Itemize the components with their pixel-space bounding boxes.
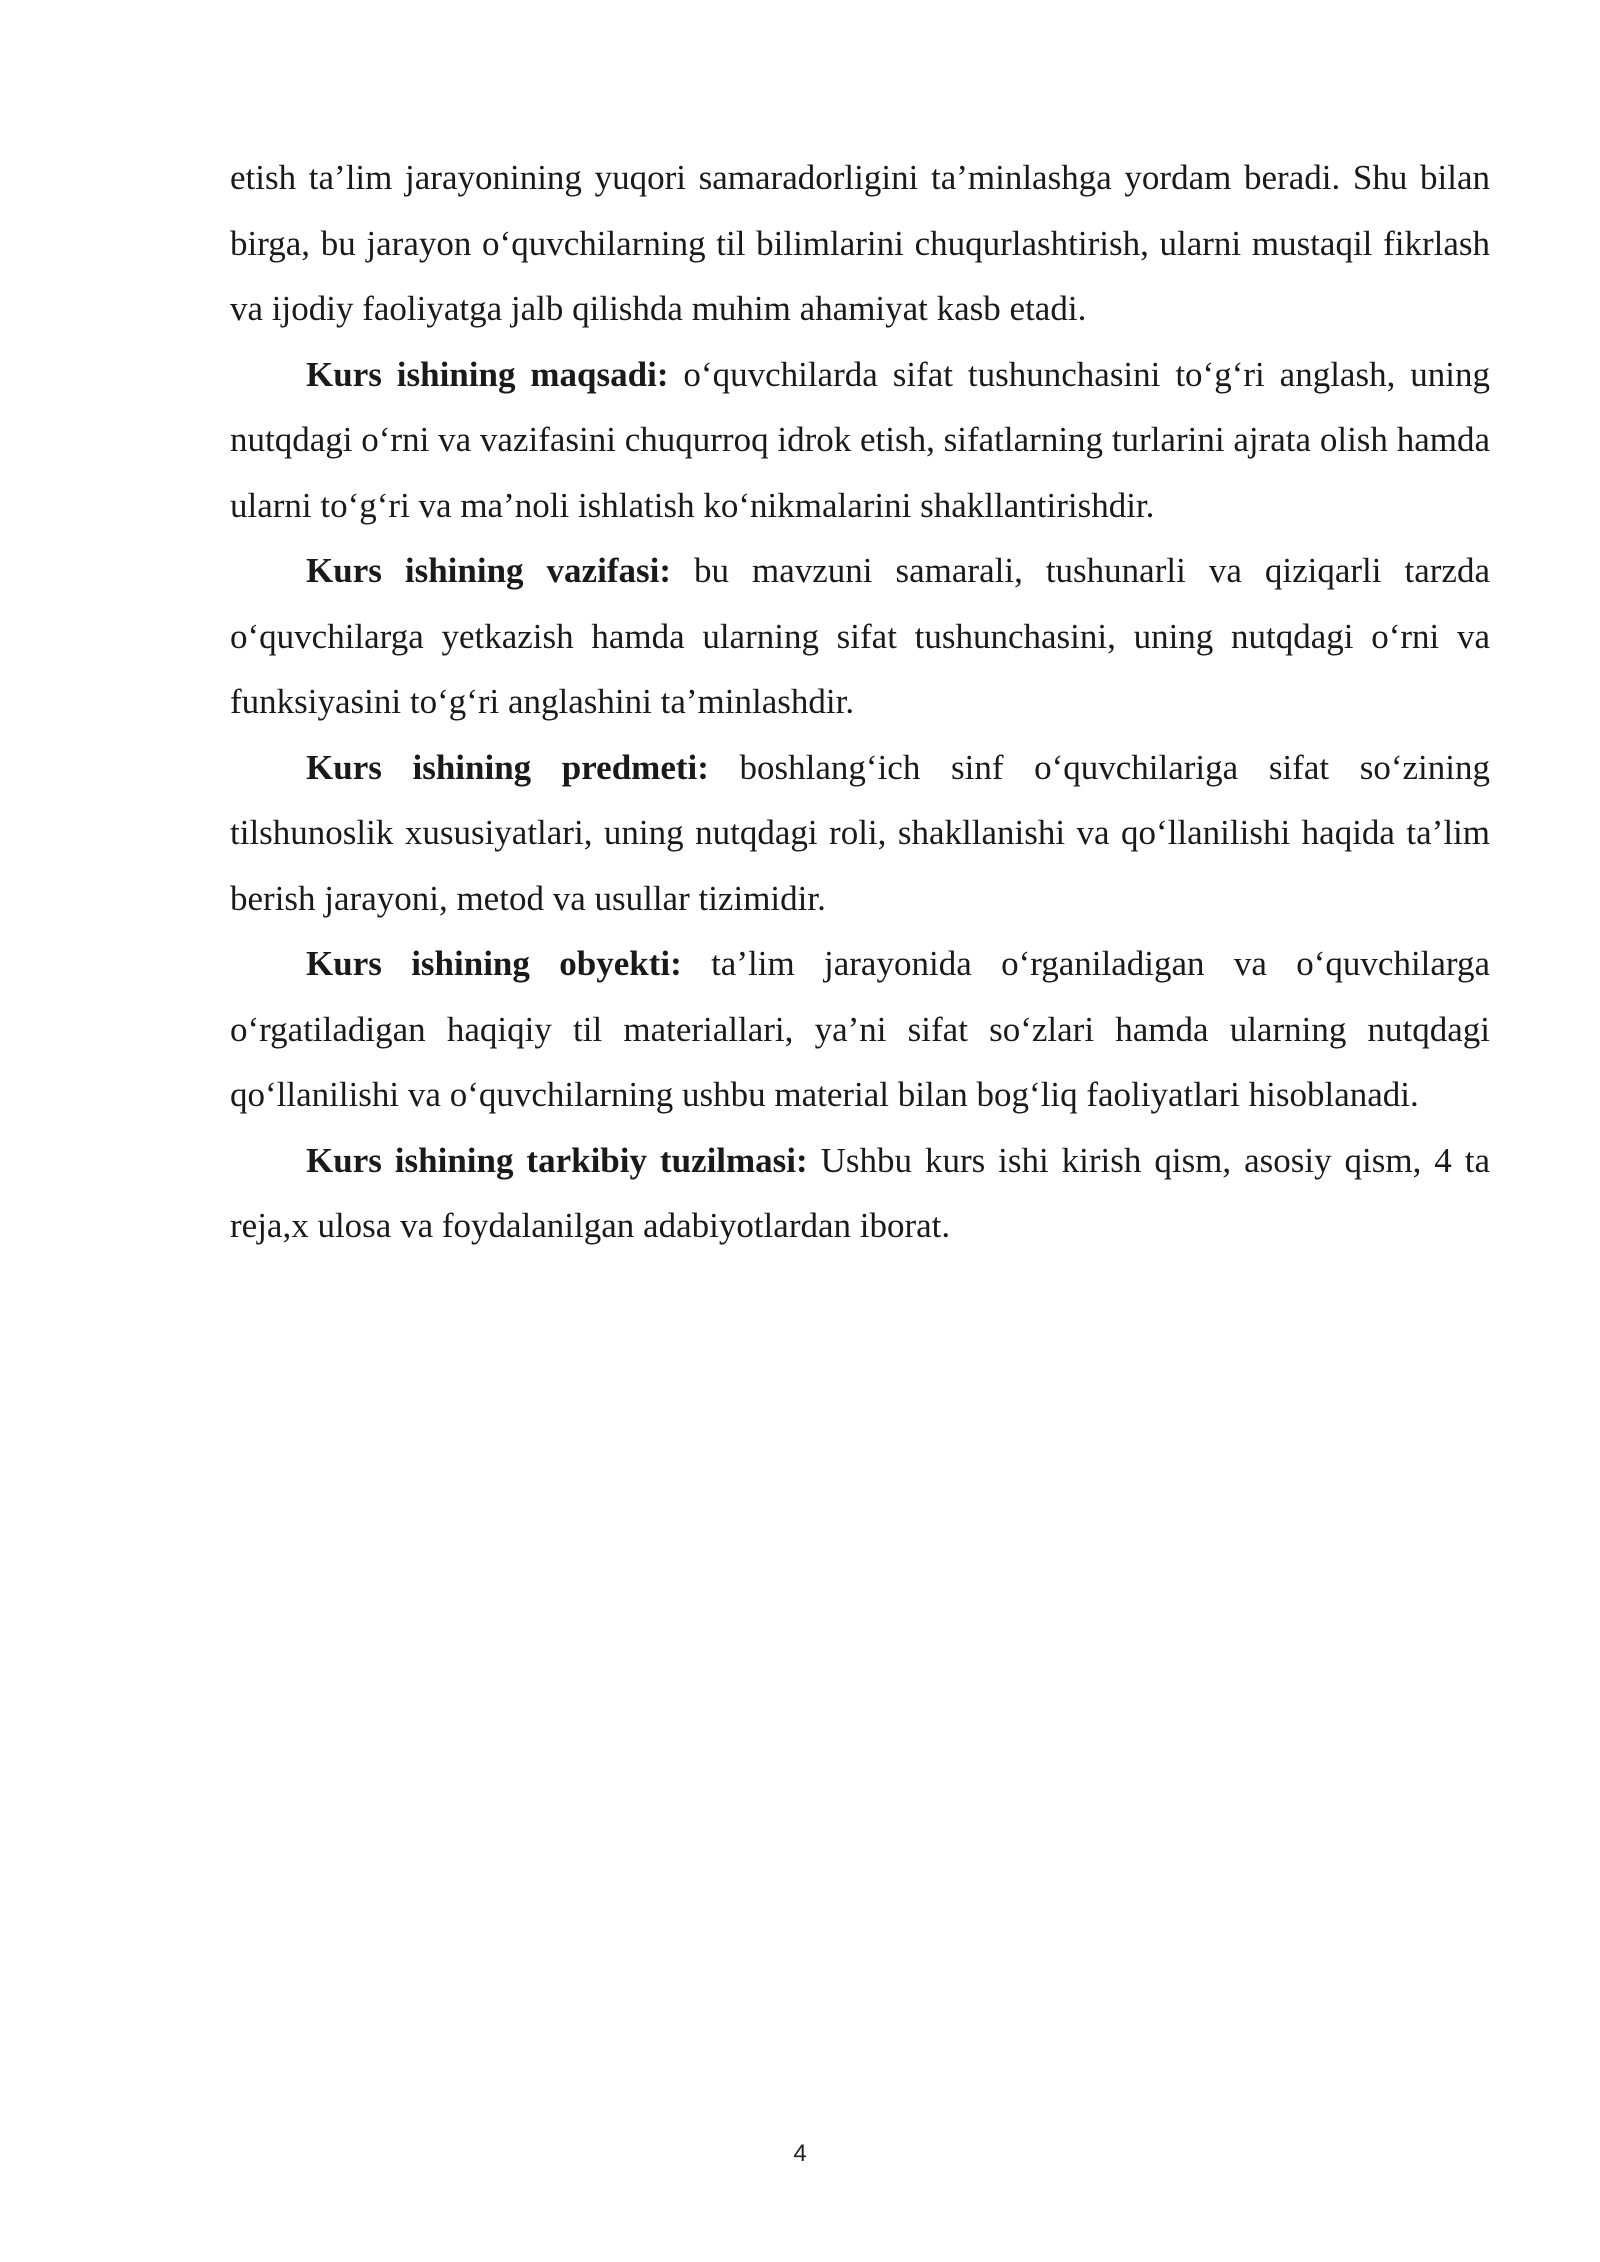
text-goal: o‘quvchilarda sifat tushunchasini to‘g‘ri anglash, uning nutqdagi o‘rni va vazifasini chuqurroq idrok etish, sifatlarning turlarini ajrata olish hamda ularni to‘g‘ri va ma’noli ishlatish ko‘nikmalarini shakllantirishdir. xyxy=(230,354,1490,525)
text-task: bu mavzuni samarali, tushunarli va qiziqarli tarzda o‘quvchilarga yetkazish hamda ularning sifat tushunchasini, uning nutqdagi o‘rni va funksiyasini to‘g‘ri anglashini ta’minlashdir. xyxy=(230,551,1490,721)
label-structure: Kurs ishining tarkibiy tuzilmasi: xyxy=(306,1140,808,1180)
label-goal: Kurs ishining maqsadi: xyxy=(306,354,669,394)
paragraph-goal xyxy=(230,342,1490,539)
text-object: ta’lim jarayonida o‘rganiladigan va o‘quvchilarga o‘rgatiladigan haqiqiy til materiallari, ya’ni sifat so‘zlari hamda ularning nutqdagi qo‘llanilishi va o‘quvchilarning ushbu material bilan bog‘liq faoliyatlari hisoblanadi. xyxy=(230,944,1490,1114)
paragraph-object xyxy=(230,931,1490,1128)
label-subject: Kurs ishining predmeti: xyxy=(306,747,709,787)
text-structure: Ushbu kurs ishi kirish qism, asosiy qism, 4 ta reja,x ulosa va foydalanilgan adabiyotlardan iborat. xyxy=(230,1140,1490,1245)
document-body xyxy=(230,145,1490,1259)
paragraph-structure xyxy=(230,1128,1490,1259)
label-task: Kurs ishining vazifasi: xyxy=(306,551,671,590)
text-subject: boshlang‘ich sinf o‘quvchilariga sifat so‘zining tilshunoslik xususiyatlari, uning nutqdagi roli, shakllanishi va qo‘llanilishi haqida ta’lim berish jarayoni, metod va usullar tizimidir. xyxy=(230,747,1490,918)
paragraph-task xyxy=(230,538,1490,735)
page-number: 4 xyxy=(793,2140,807,2167)
label-object: Kurs ishining obyekti: xyxy=(306,944,682,983)
paragraph-subject xyxy=(230,735,1490,932)
continuation-paragraph: etish ta’lim jarayonining yuqori samaradorligini ta’minlashga yordam beradi. Shu bilan birga, bu jarayon o‘quvchilarning til bilimlarini chuqurlashtirish, ularni mustaqil fikrlash va ijodiy faoliyatga jalb qilishda muhim ahamiyat kasb etadi. xyxy=(230,158,1490,328)
